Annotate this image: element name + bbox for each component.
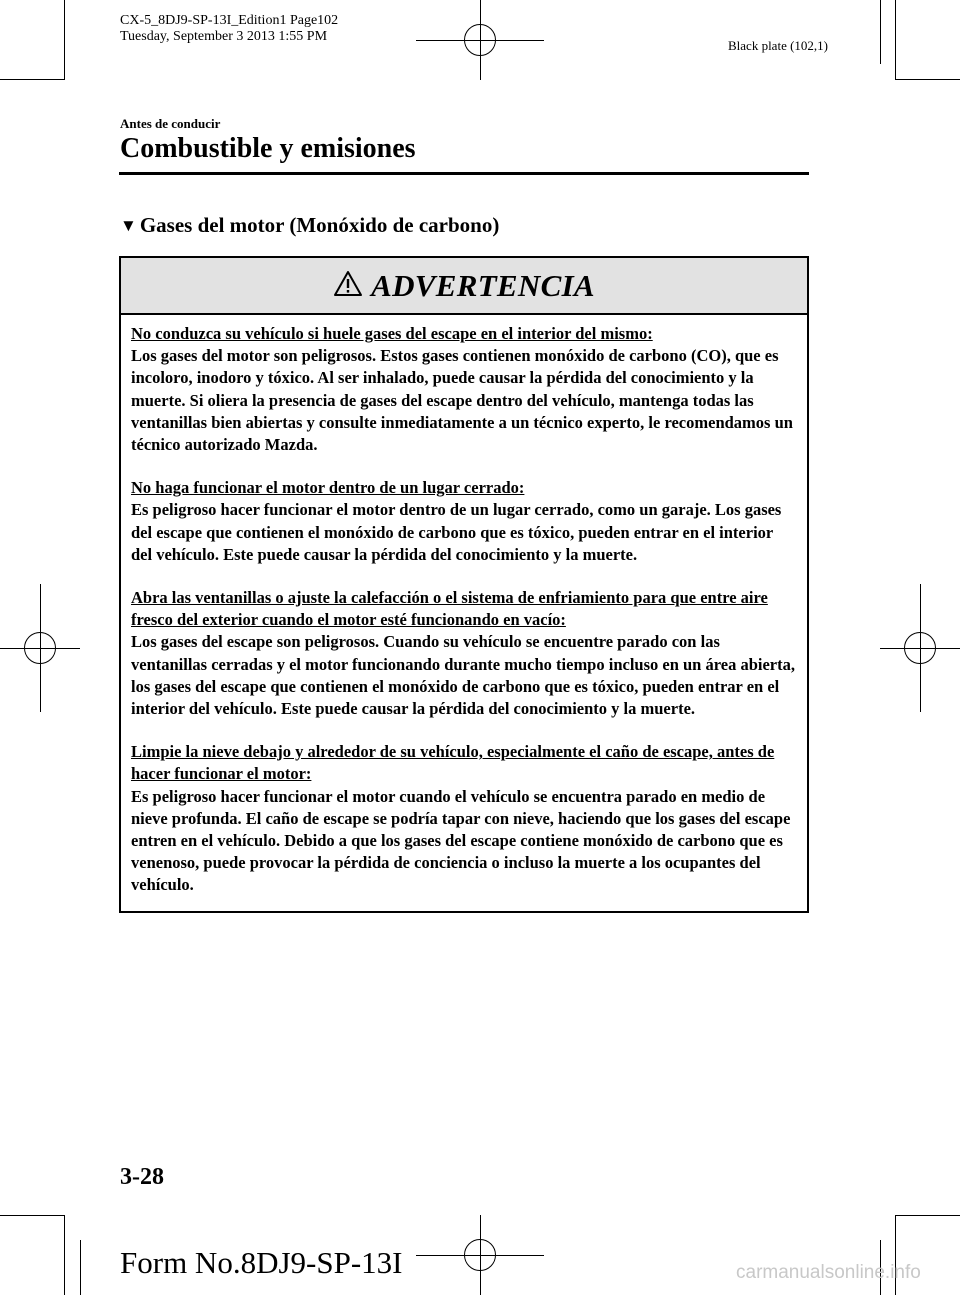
warning-title: ADVERTENCIA — [371, 267, 595, 303]
warning-body — [121, 315, 807, 897]
section-marker-icon: ▼ — [120, 216, 137, 235]
warning-paragraph — [131, 477, 797, 566]
warning-text: Los gases del motor son peligrosos. Estos gases contienen monóxido de carbono (CO), que es incoloro, inodoro y tóxico. Al ser inhalado, puede causar la pérdida del conocimiento y la muerte. Si oliera la presencia de gases del escape dentro del vehículo, mantenga todas las ventanillas bien abiertas y consulte inmediatamente a un técnico experto, le recomendamos un técnico autorizado Mazda. — [131, 346, 793, 455]
registration-circle — [24, 632, 56, 664]
warning-paragraph — [131, 587, 797, 720]
registration-circle — [904, 632, 936, 664]
plate-label: Black plate (102,1) — [728, 38, 828, 53]
crop-mark — [0, 79, 64, 80]
warning-lead: No haga funcionar el motor dentro de un lugar cerrado: — [131, 478, 525, 498]
watermark: carmanualsonline.info — [736, 1262, 921, 1283]
warning-box — [119, 256, 809, 913]
crop-mark — [64, 1215, 65, 1295]
print-info-date: Tuesday, September 3 2013 1:55 PM — [120, 29, 328, 44]
warning-text: Los gases del escape son peligrosos. Cuando su vehículo se encuentre parado con las ventanillas cerradas y el motor funcionando durante mucho tiempo incluso en un área abierta, los gases del escape que contienen el monóxido de carbono que es tóxico, pueden entrar en el interior del vehículo. Este puede causar la pérdida del conocimiento y la muerte. — [131, 632, 795, 719]
registration-circle — [464, 1239, 496, 1271]
section-heading — [120, 212, 499, 240]
crop-mark — [896, 79, 960, 80]
breadcrumb: Antes de conducir — [120, 116, 221, 131]
warning-triangle-icon — [333, 270, 363, 302]
warning-lead: No conduzca su vehículo si huele gases del escape en el interior del mismo: — [131, 324, 653, 343]
warning-lead: Limpie la nieve debajo y alrededor de su vehículo, especialmente el caño de escape, antes de hacer funcionar el motor: — [131, 742, 775, 784]
form-number: Form No.8DJ9-SP-13I — [120, 1245, 403, 1280]
warning-text: Es peligroso hacer funcionar el motor cuando el vehículo se encuentra parado en medio de nieve profunda. El caño de escape se podría tapar con nieve, haciendo que los gases del escape entren en el vehículo. Debido a que los gases del escape contiene monóxido de carbono que es venenoso, puede provocar la pérdida de conciencia o incluso la muerte a los ocupantes del vehículo. — [131, 786, 791, 895]
warning-header — [121, 258, 807, 315]
page-title: Combustible y emisiones — [120, 133, 416, 164]
page-number: 3-28 — [120, 1164, 164, 1190]
section-heading-text: Gases del motor (Monóxido de carbono) — [139, 213, 500, 237]
warning-text: Es peligroso hacer funcionar el motor dentro de un lugar cerrado, como un garaje. Los gases del escape que contienen el monóxido de carbono que es tóxico, pueden entrar en el interior del vehículo. Este puede causar la pérdida del conocimiento y la muerte. — [131, 500, 782, 564]
print-info — [120, 13, 338, 45]
crop-mark — [880, 0, 881, 64]
warning-paragraph — [131, 323, 797, 456]
crop-mark — [0, 1215, 64, 1216]
warning-paragraph — [131, 741, 797, 896]
crop-mark — [896, 1215, 960, 1216]
crop-mark — [64, 0, 65, 80]
print-info-file: CX-5_8DJ9-SP-13I_Edition1 Page102 — [120, 13, 339, 28]
crop-mark — [895, 0, 896, 80]
title-divider — [119, 172, 809, 175]
warning-lead: Abra las ventanillas o ajuste la calefacción o el sistema de enfriamiento para que entre aire fresco del exterior cuando el motor esté funcionando en vacío: — [131, 588, 768, 630]
registration-circle — [464, 24, 496, 56]
crop-mark — [80, 1240, 81, 1295]
